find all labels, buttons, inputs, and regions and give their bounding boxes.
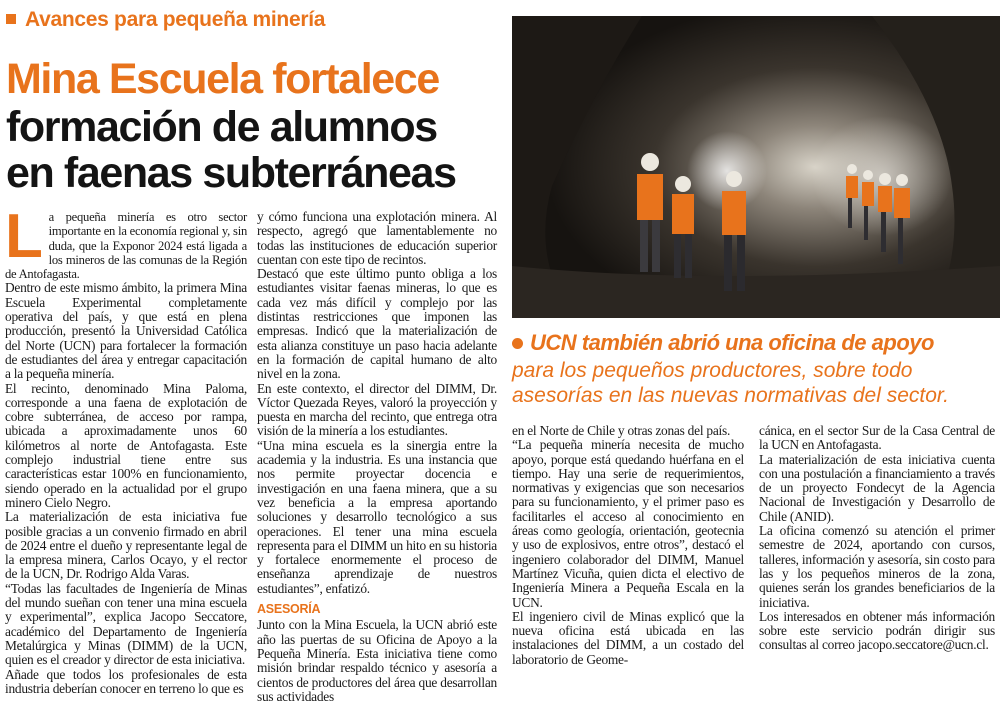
paragraph: En este contexto, el director del DIMM, Dr. Víctor Quezada Reyes, valoró la proyección y puesta en marcha del recinto, que entrega otra visión de la minería a los estudiantes. [257,380,497,439]
tunnel-illustration [512,16,1000,318]
callout-subtitle: para los pequeños productores, sobre todo asesorías en las nuevas normativas del sector. [512,359,949,407]
mine-tunnel-photo [512,16,1000,318]
paragraph: en el Norte de Chile y otras zonas del país. [512,423,731,438]
headline-line-1: Mina Escuela fortalece [6,55,439,103]
paragraph: “La pequeña minería necesita de mucho apoyo, porque está quedando huérfana en el tiempo. Hay una serie de requerimientos, normativas y exigencias que son necesarios para su funcionamiento, y el primer paso es facilitarles el acceso al conocimiento en áreas como geología, orientación, geotecnia y uso de explosivos, entre otros”, destacó el ingeniero colaborador del DIMM, Manuel Martínez Vicuña, quien dicta el electivo de Ingeniería Minera a Pequeña Escala en la UCN. [512,437,744,610]
paragraph: La materialización de esta iniciativa fue posible gracias a un convenio firmado en abril de 2024 entre el dueño y representante legal de la empresa minera, Carlos Ocayo, y el rector de la UCN, Dr. Rodrigo Alda Varas. [5,509,247,582]
square-bullet-icon [6,14,16,24]
paragraph: La materialización de esta iniciativa cuenta con una postulación a financiamiento a través de un proyecto Fondecyt de la Agencia Nacional de Investigación y Desarrollo de Chile (ANID). [759,451,995,524]
paragraph: cánica, en el sector Sur de la Casa Central de la UCN en Antofagasta. [759,423,995,453]
drop-cap: L [5,202,43,271]
paragraph: Dentro de este mismo ámbito, la primera Mina Escuela Experimental completamente operativa del país, y que está en plena producción, presentó la Universidad Católica del Norte (UCN) para fortalecer la formación de estudiantes del área y entregar capacitación a la pequeña minería. [5,280,247,382]
article-column-3 [512,423,744,667]
article-column-2 [257,209,497,704]
paragraph: “Una mina escuela es la sinergia entre la academia y la industria. Es una instancia que nos permite proyectar docencia e investigación en una faena minera, que a su vez beneficia a la empresa aportando soluciones y desarrollo tecnológico a sus operaciones. El tener una mina escuela representa para el DIMM un hito en su historia y fortalece enormemente el proceso de enseñanza aprendizaje de nuestros estudiantes”, enfatizó. [257,437,497,596]
paragraph: Los interesados en obtener más información sobre este servicio podrán dirigir sus consultas al correo jacopo.seccatore@ucn.cl. [759,608,995,653]
article-column-1 [5,202,247,696]
paragraph: El recinto, denominado Mina Paloma, corresponde a una faena de explotación de cobre subterránea, de acceso por rampa, ubicada a aproximadamente unos 60 kilómetros al norte de Antofagasta. Este complejo industrial tiene entre sus características estar 100% en funcionamiento, siendo operado en la actualidad por el grupo minero Cielo Negro. [5,380,247,510]
section-kicker [6,8,325,32]
paragraph: “Todas las facultades de Ingeniería de Minas del mundo sueñan con tener una mina escuela y experimental”, explica Jacopo Seccatore, académico del Departamento de Ingeniería Metalúrgica y Minas (DIMM) de la UCN, quien es el creador y director de esta iniciativa. [5,580,247,668]
callout-title: UCN también abrió una oficina de apoyo [530,330,934,355]
section-subhead: ASESORÍA [257,602,321,617]
paragraph: Destacó que este último punto obliga a los estudiantes visitar faenas mineras, lo que es cada vez más difícil y complejo por las distintas restricciones que imponen las empresas. Indicó que la materialización de esta alianza constituye un paso hacia adelante en la formación de capital humano de alto nivel en la zona. [257,266,497,382]
lead-paragraph: La pequeña minería es otro sector importante en la economía regional y, sin duda, que la Exponor 2024 está ligada a los mineros de las comunas de la Región de Antofagasta. [5,202,247,282]
headline-line-2: formación de alumnos [6,103,437,151]
paragraph: El ingeniero civil de Minas explicó que la nueva oficina está ubicada en las instalaciones del DIMM, a un costado del laboratorio de Geome- [512,608,744,667]
paragraph: La oficina comenzó su atención el primer semestre de 2024, aportando con cursos, talleres, información y asesoría, sin costo para las y los pequeños mineros de la zona, quienes serán los grandes beneficiarios de la iniciativa. [759,523,995,610]
paragraph: Añade que todos los profesionales de esta industria deberían conocer en terreno lo que es [5,666,247,696]
callout-bullet-icon [512,338,523,349]
paragraph: Junto con la Mina Escuela, la UCN abrió este año las puertas de su Oficina de Apoyo a la Pequeña Minería. Esta iniciativa tiene como misión brindar respaldo técnico y asesoría a cientos de productores del área que desarrollan sus actividades [257,617,497,704]
paragraph: y cómo funciona una explotación minera. Al respecto, agregó que lamentablemente no todas las instituciones de educación superior cuentan con este tipo de recintos. [257,209,497,267]
article-column-4 [759,423,995,653]
kicker-text: Avances para pequeña minería [25,8,326,31]
headline-line-3: en faenas subterráneas [6,149,456,197]
